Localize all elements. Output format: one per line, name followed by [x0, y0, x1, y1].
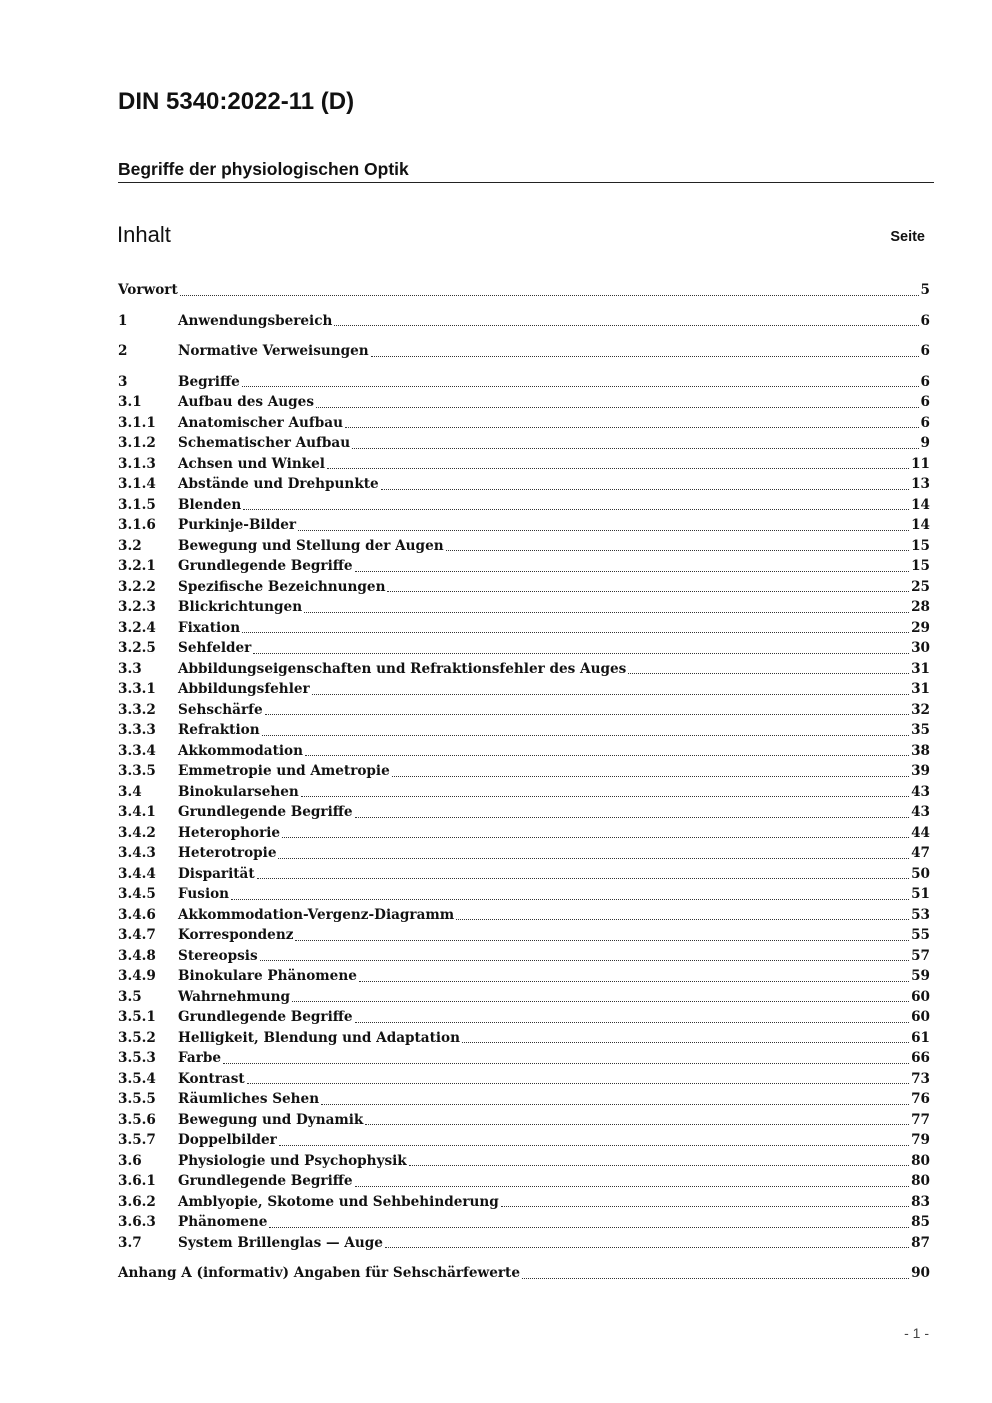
toc-entry-number: 3.6.3	[118, 1214, 156, 1230]
toc-entry-title: Spezifische Bezeichnungen	[178, 578, 386, 595]
toc-entry-number: 3.4.7	[118, 927, 156, 943]
document-id: DIN 5340:2022-11 (D)	[118, 88, 355, 115]
toc-entry-number: 3.3.5	[118, 763, 156, 779]
toc-entry-number: 3.5.5	[118, 1091, 156, 1107]
toc-dot-leader	[359, 980, 909, 982]
toc-entry-page: 87	[911, 1234, 930, 1251]
toc-entry-page: 13	[911, 476, 930, 492]
toc-entry-number: 3.1.2	[118, 435, 156, 451]
toc-dot-leader	[501, 1205, 909, 1207]
toc-dot-leader	[385, 1246, 909, 1248]
toc-entry-page: 14	[911, 517, 930, 533]
toc-entry[interactable]	[118, 1007, 930, 1028]
toc-entry[interactable]	[118, 556, 930, 577]
toc-entry[interactable]	[118, 577, 930, 598]
toc-entry-page: 61	[911, 1029, 930, 1046]
toc-entry[interactable]	[118, 474, 930, 495]
toc-entry-title: Blenden	[178, 496, 242, 513]
toc-entry-number: 3.4.1	[118, 804, 156, 820]
toc-entry-page: 5	[920, 282, 930, 298]
toc-entry-number: 3.2.3	[118, 599, 156, 615]
toc-entry-page: 6	[920, 414, 930, 431]
toc-page-label: Seite	[890, 229, 925, 245]
toc-entry-page: 47	[911, 845, 930, 861]
toc-entry-page: 77	[911, 1111, 930, 1128]
toc-dot-leader	[628, 672, 909, 674]
toc-entry-title: Abstände und Drehpunkte	[178, 476, 379, 492]
toc-entry-title: Binokulare Phänomene	[178, 968, 357, 984]
toc-entry-page: 59	[911, 968, 930, 984]
toc-entry-title: Blickrichtungen	[178, 599, 303, 615]
toc-entry-page: 11	[911, 455, 930, 472]
toc-entry-page: 76	[911, 1091, 930, 1107]
toc-dot-leader	[301, 795, 909, 797]
toc-entry-title: Anatomischer Aufbau	[178, 414, 343, 431]
toc-entry-page: 51	[911, 886, 930, 902]
toc-entry-number: 3.3.4	[118, 742, 156, 759]
toc-entry[interactable]	[118, 946, 930, 967]
toc-entry-number: 2	[118, 343, 128, 359]
toc-entry-number: 3.5.1	[118, 1009, 156, 1025]
toc-entry-number: 3.3.3	[118, 722, 156, 738]
toc-entry-title: Helligkeit, Blendung und Adaptation	[178, 1029, 461, 1046]
toc-entry-title: Heterotropie	[178, 845, 277, 861]
toc-entry-title: Binokularsehen	[178, 783, 299, 800]
toc-entry-number: 3.3.1	[118, 681, 156, 697]
toc-entry-page: 32	[911, 701, 930, 718]
toc-entry-number: 3.4.4	[118, 865, 156, 882]
toc-entry-number: 3.1.4	[118, 476, 156, 492]
toc-entry-title: Achsen und Winkel	[178, 455, 325, 472]
toc-dot-leader	[180, 294, 919, 296]
toc-entry-number: 3.5	[118, 988, 142, 1005]
toc-entry[interactable]	[118, 1048, 930, 1069]
toc-entry-title: Doppelbilder	[178, 1132, 277, 1148]
toc-dot-leader	[260, 959, 909, 961]
toc-entry-page: 66	[911, 1050, 930, 1066]
toc-dot-leader	[355, 816, 910, 818]
toc-dot-leader	[304, 611, 909, 613]
toc-entry-page: 55	[911, 927, 930, 943]
toc-dot-leader	[242, 631, 909, 633]
toc-entry-title: Anwendungsbereich	[178, 312, 333, 329]
toc-entry-title: System Brillenglas — Auge	[178, 1234, 383, 1251]
toc-entry[interactable]	[118, 1263, 930, 1284]
toc-entry-number: 3.4.5	[118, 886, 156, 902]
toc-entry[interactable]	[118, 515, 930, 536]
toc-dot-leader	[292, 1000, 909, 1002]
toc-entry-page: 85	[911, 1214, 930, 1230]
toc-entry-page: 60	[911, 988, 930, 1005]
toc-dot-leader	[312, 693, 909, 695]
toc-dot-leader	[355, 570, 910, 572]
toc-entry-page: 39	[911, 763, 930, 779]
toc-entry[interactable]	[118, 341, 930, 362]
toc-entry-page: 25	[911, 578, 930, 595]
toc-entry-number: 3.6.2	[118, 1193, 156, 1210]
toc-entry[interactable]	[118, 761, 930, 782]
toc-entry[interactable]	[118, 597, 930, 618]
toc-dot-leader	[321, 1103, 909, 1105]
toc-entry-page: 30	[911, 640, 930, 656]
toc-dot-leader	[462, 1041, 909, 1043]
toc-entry[interactable]	[118, 372, 930, 393]
toc-entry[interactable]	[118, 905, 930, 926]
toc-dot-leader	[327, 467, 909, 469]
toc-entry-number: 3.6.1	[118, 1173, 156, 1189]
toc-entry-title: Amblyopie, Skotome und Sehbehinderung	[178, 1193, 499, 1210]
toc-entry-title: Disparität	[178, 865, 255, 882]
toc-entry-title: Abbildungseigenschaften und Refraktionsfehler des Auges	[178, 660, 627, 677]
toc-dot-leader	[456, 918, 909, 920]
toc-entry-page: 31	[911, 660, 930, 677]
toc-entry-number: 3.2	[118, 537, 142, 554]
toc-dot-leader	[257, 877, 909, 879]
toc-entry[interactable]	[118, 1110, 930, 1131]
toc-entry-page: 35	[911, 722, 930, 738]
toc-dot-leader	[392, 775, 909, 777]
toc-entry-number: 3.5.6	[118, 1111, 156, 1128]
toc-dot-leader	[371, 355, 919, 357]
toc-entry[interactable]	[118, 536, 930, 557]
toc-entry-title: Physiologie und Psychophysik	[178, 1152, 407, 1169]
toc-entry[interactable]	[118, 659, 930, 680]
toc-entry-page: 43	[911, 783, 930, 800]
table-of-contents	[118, 280, 930, 1284]
toc-entry-title: Heterophorie	[178, 824, 281, 841]
page-number: - 1 -	[904, 1325, 929, 1341]
toc-entry[interactable]	[118, 987, 930, 1008]
toc-dot-leader	[242, 385, 919, 387]
toc-dot-leader	[243, 508, 909, 510]
toc-entry-number: 3.2.4	[118, 619, 156, 636]
toc-entry[interactable]	[118, 1212, 930, 1233]
toc-entry-title: Phänomene	[178, 1214, 268, 1230]
toc-entry-number: 3.4.6	[118, 906, 156, 923]
toc-entry-title: Normative Verweisungen	[178, 343, 369, 359]
toc-entry-page: 38	[911, 742, 930, 759]
toc-entry[interactable]	[118, 1171, 930, 1192]
toc-entry-title: Abbildungsfehler	[178, 681, 310, 697]
toc-entry-number: 3.1.5	[118, 496, 156, 513]
toc-entry-title: Wahrnehmung	[178, 988, 291, 1005]
toc-entry-number: 3.2.1	[118, 558, 156, 574]
toc-dot-leader	[355, 1185, 910, 1187]
toc-entry-page: 6	[920, 312, 930, 329]
toc-entry-title: Bewegung und Dynamik	[178, 1111, 364, 1128]
toc-heading: Inhalt	[117, 222, 171, 247]
toc-dot-leader	[387, 590, 909, 592]
toc-entry[interactable]	[118, 454, 930, 475]
toc-entry-title: Stereopsis	[178, 947, 258, 964]
toc-entry-title: Bewegung und Stellung der Augen	[178, 537, 444, 554]
toc-entry-page: 83	[911, 1193, 930, 1210]
toc-entry[interactable]	[118, 1151, 930, 1172]
toc-entry-title: Sehfelder	[178, 640, 252, 656]
toc-entry-title: Farbe	[178, 1050, 222, 1066]
toc-entry-number: 3.4.3	[118, 845, 156, 861]
toc-entry[interactable]	[118, 638, 930, 659]
toc-dot-leader	[223, 1062, 909, 1064]
toc-entry-page: 44	[911, 824, 930, 841]
toc-entry[interactable]	[118, 966, 930, 987]
toc-entry-page: 15	[911, 537, 930, 554]
toc-entry-title: Fixation	[178, 619, 241, 636]
toc-entry-page: 6	[920, 343, 930, 359]
toc-entry-title: Räumliches Sehen	[178, 1091, 320, 1107]
toc-entry-title: Grundlegende Begriffe	[178, 1009, 353, 1025]
toc-dot-leader	[446, 549, 909, 551]
toc-entry-title: Grundlegende Begriffe	[178, 558, 353, 574]
toc-dot-leader	[522, 1277, 909, 1279]
toc-entry[interactable]	[118, 1089, 930, 1110]
toc-entry-number: 3.4.9	[118, 968, 156, 984]
toc-entry-title: Vorwort	[118, 282, 178, 298]
toc-entry[interactable]	[118, 1233, 930, 1254]
toc-entry-number: 3.1.3	[118, 455, 156, 472]
toc-entry-number: 3.5.4	[118, 1070, 156, 1087]
toc-dot-leader	[409, 1164, 909, 1166]
toc-dot-leader	[381, 488, 909, 490]
toc-dot-leader	[298, 529, 909, 531]
toc-entry-page: 90	[911, 1265, 930, 1281]
toc-entry-title: Kontrast	[178, 1070, 245, 1087]
toc-entry-page: 73	[911, 1070, 930, 1087]
document-title: Begriffe der physiologischen Optik	[118, 159, 934, 183]
toc-entry-title: Refraktion	[178, 722, 260, 738]
toc-entry-page: 43	[911, 804, 930, 820]
toc-entry-title: Anhang A (informativ) Angaben für Sehschärfewerte	[118, 1265, 520, 1281]
toc-entry-number: 3.2.2	[118, 578, 156, 595]
toc-entry-number: 3.3	[118, 660, 142, 677]
toc-entry[interactable]	[118, 741, 930, 762]
toc-dot-leader	[262, 734, 910, 736]
toc-entry[interactable]	[118, 843, 930, 864]
toc-dot-leader	[253, 652, 909, 654]
toc-entry[interactable]	[118, 413, 930, 434]
toc-entry[interactable]	[118, 884, 930, 905]
toc-entry-title: Grundlegende Begriffe	[178, 1173, 353, 1189]
toc-entry-page: 6	[920, 373, 930, 390]
toc-dot-leader	[278, 857, 909, 859]
toc-entry-page: 6	[920, 394, 930, 410]
toc-dot-leader	[316, 406, 919, 408]
toc-entry[interactable]	[118, 700, 930, 721]
toc-entry[interactable]	[118, 433, 930, 454]
toc-entry[interactable]	[118, 280, 930, 301]
toc-entry-page: 28	[911, 599, 930, 615]
toc-entry-title: Begriffe	[178, 373, 240, 390]
toc-dot-leader	[295, 939, 909, 941]
toc-entry-page: 50	[911, 865, 930, 882]
toc-entry-number: 3.1.1	[118, 414, 156, 431]
toc-entry-number: 3.5.3	[118, 1050, 156, 1066]
toc-entry-page: 29	[911, 619, 930, 636]
toc-entry-number: 3.6	[118, 1152, 142, 1169]
toc-entry-page: 80	[911, 1173, 930, 1189]
toc-entry-title: Akkommodation-Vergenz-Diagramm	[178, 906, 455, 923]
toc-entry-title: Schematischer Aufbau	[178, 435, 351, 451]
toc-entry-number: 3.4.2	[118, 824, 156, 841]
toc-entry[interactable]	[118, 720, 930, 741]
toc-entry-title: Akkommodation	[178, 742, 303, 759]
toc-entry-number: 3.1	[118, 394, 142, 410]
toc-entry-title: Fusion	[178, 886, 230, 902]
toc-entry[interactable]	[118, 823, 930, 844]
toc-entry-page: 57	[911, 947, 930, 964]
toc-entry-number: 3.7	[118, 1234, 142, 1251]
toc-entry-title: Purkinje-Bilder	[178, 517, 297, 533]
toc-entry-number: 3.4	[118, 783, 142, 800]
toc-entry[interactable]	[118, 1192, 930, 1213]
toc-entry-number: 3.2.5	[118, 640, 156, 656]
toc-dot-leader	[231, 898, 909, 900]
toc-dot-leader	[334, 324, 918, 326]
toc-entry[interactable]	[118, 1069, 930, 1090]
toc-entry[interactable]	[118, 925, 930, 946]
toc-entry-number: 3.1.6	[118, 517, 156, 533]
toc-entry[interactable]	[118, 864, 930, 885]
toc-entry-page: 9	[920, 435, 930, 451]
toc-dot-leader	[269, 1226, 909, 1228]
toc-entry[interactable]	[118, 782, 930, 803]
toc-dot-leader	[345, 426, 919, 428]
toc-entry[interactable]	[118, 618, 930, 639]
toc-entry-number: 3.3.2	[118, 701, 156, 718]
toc-entry-page: 79	[911, 1132, 930, 1148]
toc-entry-page: 31	[911, 681, 930, 697]
toc-dot-leader	[265, 713, 909, 715]
toc-dot-leader	[305, 754, 909, 756]
toc-entry-title: Sehschärfe	[178, 701, 263, 718]
toc-entry[interactable]	[118, 1130, 930, 1151]
toc-entry-number: 3.5.7	[118, 1132, 156, 1148]
toc-entry-title: Emmetropie und Ametropie	[178, 763, 390, 779]
toc-entry[interactable]	[118, 311, 930, 332]
toc-entry-page: 80	[911, 1152, 930, 1169]
toc-entry[interactable]	[118, 679, 930, 700]
toc-entry-title: Aufbau des Auges	[178, 394, 314, 410]
toc-dot-leader	[352, 447, 918, 449]
toc-entry-page: 15	[911, 558, 930, 574]
toc-entry-title: Grundlegende Begriffe	[178, 804, 353, 820]
toc-entry-number: 3.5.2	[118, 1029, 156, 1046]
toc-dot-leader	[247, 1082, 909, 1084]
toc-dot-leader	[279, 1144, 909, 1146]
toc-dot-leader	[282, 836, 909, 838]
toc-entry-page: 14	[911, 496, 930, 513]
toc-entry[interactable]	[118, 495, 930, 516]
toc-entry-number: 3	[118, 373, 128, 390]
toc-entry[interactable]	[118, 1028, 930, 1049]
toc-entry[interactable]	[118, 802, 930, 823]
toc-dot-leader	[365, 1123, 909, 1125]
toc-entry-page: 53	[911, 906, 930, 923]
toc-entry[interactable]	[118, 392, 930, 413]
toc-entry-number: 3.4.8	[118, 947, 156, 964]
toc-entry-page: 60	[911, 1009, 930, 1025]
toc-dot-leader	[355, 1021, 910, 1023]
toc-entry-title: Korrespondenz	[178, 927, 294, 943]
toc-entry-number: 1	[118, 312, 128, 329]
